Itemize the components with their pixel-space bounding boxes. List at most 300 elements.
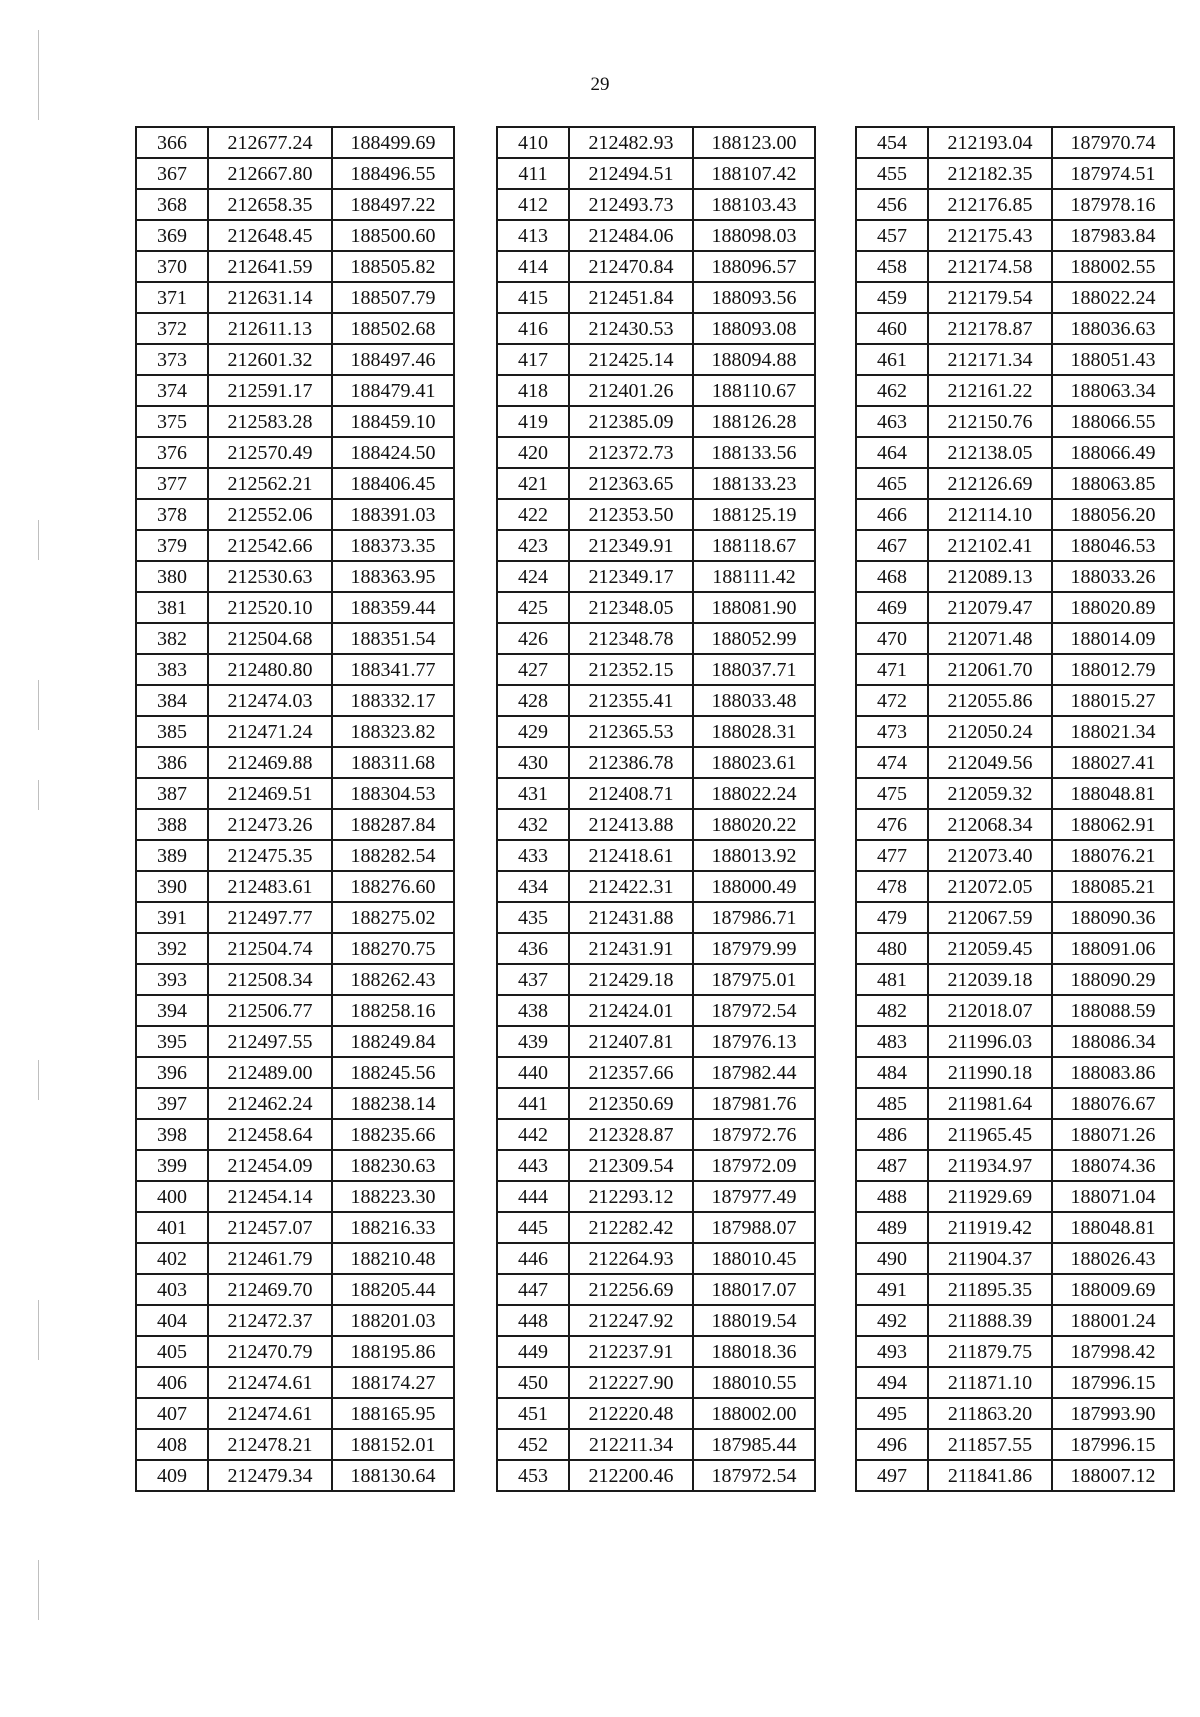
table-row	[856, 344, 1174, 375]
x-coordinate-cell: 212562.21	[208, 468, 332, 499]
y-coordinate-cell: 188090.29	[1052, 964, 1174, 995]
x-coordinate-cell: 212175.43	[928, 220, 1052, 251]
table-row	[856, 933, 1174, 964]
y-coordinate-cell: 188238.14	[332, 1088, 454, 1119]
x-coordinate-cell: 212365.53	[569, 716, 693, 747]
table-row	[856, 189, 1174, 220]
y-coordinate-cell: 188499.69	[332, 127, 454, 158]
point-number-cell: 411	[497, 158, 569, 189]
y-coordinate-cell: 188091.06	[1052, 933, 1174, 964]
point-number-cell: 454	[856, 127, 928, 158]
x-coordinate-cell: 212478.21	[208, 1429, 332, 1460]
x-coordinate-cell: 212068.34	[928, 809, 1052, 840]
point-number-cell: 415	[497, 282, 569, 313]
table-row	[136, 1088, 454, 1119]
y-coordinate-cell: 188496.55	[332, 158, 454, 189]
y-coordinate-cell: 188048.81	[1052, 1212, 1174, 1243]
point-number-cell: 473	[856, 716, 928, 747]
scan-margin-mark	[38, 680, 39, 730]
y-coordinate-cell: 188351.54	[332, 623, 454, 654]
x-coordinate-cell: 212483.61	[208, 871, 332, 902]
y-coordinate-cell: 188046.53	[1052, 530, 1174, 561]
y-coordinate-cell: 188282.54	[332, 840, 454, 871]
y-coordinate-cell: 188063.85	[1052, 468, 1174, 499]
table-row	[856, 1367, 1174, 1398]
point-number-cell: 479	[856, 902, 928, 933]
x-coordinate-cell: 212237.91	[569, 1336, 693, 1367]
y-coordinate-cell: 188048.81	[1052, 778, 1174, 809]
table-row	[136, 871, 454, 902]
point-number-cell: 481	[856, 964, 928, 995]
y-coordinate-cell: 188373.35	[332, 530, 454, 561]
x-coordinate-cell: 212494.51	[569, 158, 693, 189]
table-row	[497, 747, 815, 778]
x-coordinate-cell: 212591.17	[208, 375, 332, 406]
x-coordinate-cell: 212611.13	[208, 313, 332, 344]
table-row	[856, 1119, 1174, 1150]
y-coordinate-cell: 188165.95	[332, 1398, 454, 1429]
x-coordinate-cell: 212089.13	[928, 561, 1052, 592]
x-coordinate-cell: 212126.69	[928, 468, 1052, 499]
point-number-cell: 386	[136, 747, 208, 778]
table-row	[856, 964, 1174, 995]
y-coordinate-cell: 188001.24	[1052, 1305, 1174, 1336]
y-coordinate-cell: 188023.61	[693, 747, 815, 778]
table-row	[136, 716, 454, 747]
point-number-cell: 491	[856, 1274, 928, 1305]
table-row	[136, 623, 454, 654]
x-coordinate-cell: 212211.34	[569, 1429, 693, 1460]
x-coordinate-cell: 212667.80	[208, 158, 332, 189]
x-coordinate-cell: 211895.35	[928, 1274, 1052, 1305]
x-coordinate-cell: 212641.59	[208, 251, 332, 282]
point-number-cell: 441	[497, 1088, 569, 1119]
x-coordinate-cell: 212457.07	[208, 1212, 332, 1243]
point-number-cell: 373	[136, 344, 208, 375]
y-coordinate-cell: 188066.55	[1052, 406, 1174, 437]
table-row	[497, 530, 815, 561]
table-row	[136, 1336, 454, 1367]
x-coordinate-cell: 212470.79	[208, 1336, 332, 1367]
x-coordinate-cell: 212039.18	[928, 964, 1052, 995]
y-coordinate-cell: 188056.20	[1052, 499, 1174, 530]
table-row	[497, 654, 815, 685]
table-row	[856, 251, 1174, 282]
point-number-cell: 375	[136, 406, 208, 437]
y-coordinate-cell: 188216.33	[332, 1212, 454, 1243]
x-coordinate-cell: 212422.31	[569, 871, 693, 902]
point-number-cell: 409	[136, 1460, 208, 1491]
table-row	[497, 964, 815, 995]
table-row	[856, 871, 1174, 902]
x-coordinate-cell: 212484.06	[569, 220, 693, 251]
point-number-cell: 421	[497, 468, 569, 499]
point-number-cell: 457	[856, 220, 928, 251]
table-row	[497, 809, 815, 840]
table-row	[856, 220, 1174, 251]
point-number-cell: 425	[497, 592, 569, 623]
point-number-cell: 482	[856, 995, 928, 1026]
table-row	[856, 1398, 1174, 1429]
table-row	[856, 158, 1174, 189]
x-coordinate-cell: 212174.58	[928, 251, 1052, 282]
table-row	[136, 468, 454, 499]
x-coordinate-cell: 212178.87	[928, 313, 1052, 344]
x-coordinate-cell: 212458.64	[208, 1119, 332, 1150]
y-coordinate-cell: 187979.99	[693, 933, 815, 964]
y-coordinate-cell: 188174.27	[332, 1367, 454, 1398]
x-coordinate-cell: 212182.35	[928, 158, 1052, 189]
y-coordinate-cell: 188103.43	[693, 189, 815, 220]
x-coordinate-cell: 212282.42	[569, 1212, 693, 1243]
point-number-cell: 469	[856, 592, 928, 623]
y-coordinate-cell: 187981.76	[693, 1088, 815, 1119]
table-row	[856, 840, 1174, 871]
x-coordinate-cell: 212497.55	[208, 1026, 332, 1057]
y-coordinate-cell: 188107.42	[693, 158, 815, 189]
y-coordinate-cell: 187986.71	[693, 902, 815, 933]
table-row	[497, 1429, 815, 1460]
y-coordinate-cell: 188152.01	[332, 1429, 454, 1460]
point-number-cell: 371	[136, 282, 208, 313]
table-row	[497, 1305, 815, 1336]
scan-margin-mark	[38, 780, 39, 810]
x-coordinate-cell: 212220.48	[569, 1398, 693, 1429]
point-number-cell: 486	[856, 1119, 928, 1150]
table-row	[497, 623, 815, 654]
point-number-cell: 476	[856, 809, 928, 840]
x-coordinate-cell: 212461.79	[208, 1243, 332, 1274]
x-coordinate-cell: 212474.61	[208, 1398, 332, 1429]
point-number-cell: 442	[497, 1119, 569, 1150]
point-number-cell: 366	[136, 127, 208, 158]
table-row	[136, 654, 454, 685]
table-row	[136, 902, 454, 933]
table-row	[497, 685, 815, 716]
table-row	[497, 778, 815, 809]
x-coordinate-cell: 212067.59	[928, 902, 1052, 933]
table-row	[856, 530, 1174, 561]
x-coordinate-cell: 212530.63	[208, 561, 332, 592]
table-row	[497, 561, 815, 592]
y-coordinate-cell: 188235.66	[332, 1119, 454, 1150]
y-coordinate-cell: 188502.68	[332, 313, 454, 344]
table-row	[136, 375, 454, 406]
y-coordinate-cell: 188497.22	[332, 189, 454, 220]
table-row	[136, 437, 454, 468]
table-row	[497, 1212, 815, 1243]
table-row	[136, 127, 454, 158]
point-number-cell: 448	[497, 1305, 569, 1336]
table-row	[497, 1026, 815, 1057]
table-row	[136, 1274, 454, 1305]
x-coordinate-cell: 212470.84	[569, 251, 693, 282]
x-coordinate-cell: 212071.48	[928, 623, 1052, 654]
y-coordinate-cell: 188505.82	[332, 251, 454, 282]
table-row	[136, 344, 454, 375]
point-number-cell: 399	[136, 1150, 208, 1181]
table-row	[497, 1336, 815, 1367]
table-row	[136, 995, 454, 1026]
point-number-cell: 487	[856, 1150, 928, 1181]
table-row	[856, 1305, 1174, 1336]
table-row	[856, 902, 1174, 933]
x-coordinate-cell: 212469.88	[208, 747, 332, 778]
x-coordinate-cell: 211863.20	[928, 1398, 1052, 1429]
table-row	[856, 623, 1174, 654]
table-row	[136, 1398, 454, 1429]
point-number-cell: 402	[136, 1243, 208, 1274]
point-number-cell: 475	[856, 778, 928, 809]
x-coordinate-cell: 212256.69	[569, 1274, 693, 1305]
table-row	[856, 809, 1174, 840]
y-coordinate-cell: 188088.59	[1052, 995, 1174, 1026]
x-coordinate-cell: 212138.05	[928, 437, 1052, 468]
point-number-cell: 389	[136, 840, 208, 871]
x-coordinate-cell: 212353.50	[569, 499, 693, 530]
table-row	[497, 158, 815, 189]
scan-margin-mark	[38, 520, 39, 560]
point-number-cell: 420	[497, 437, 569, 468]
scan-margin-mark	[38, 1560, 39, 1620]
y-coordinate-cell: 187996.15	[1052, 1429, 1174, 1460]
point-number-cell: 429	[497, 716, 569, 747]
x-coordinate-cell: 212677.24	[208, 127, 332, 158]
y-coordinate-cell: 188021.34	[1052, 716, 1174, 747]
point-number-cell: 396	[136, 1057, 208, 1088]
y-coordinate-cell: 188002.55	[1052, 251, 1174, 282]
y-coordinate-cell: 188406.45	[332, 468, 454, 499]
y-coordinate-cell: 187978.16	[1052, 189, 1174, 220]
table-row	[136, 1212, 454, 1243]
y-coordinate-cell: 187972.54	[693, 995, 815, 1026]
x-coordinate-cell: 212348.05	[569, 592, 693, 623]
point-number-cell: 403	[136, 1274, 208, 1305]
y-coordinate-cell: 188012.79	[1052, 654, 1174, 685]
point-number-cell: 435	[497, 902, 569, 933]
point-number-cell: 470	[856, 623, 928, 654]
point-number-cell: 434	[497, 871, 569, 902]
point-number-cell: 401	[136, 1212, 208, 1243]
x-coordinate-cell: 212171.34	[928, 344, 1052, 375]
table-row	[856, 1181, 1174, 1212]
x-coordinate-cell: 212508.34	[208, 964, 332, 995]
y-coordinate-cell: 188391.03	[332, 499, 454, 530]
y-coordinate-cell: 188028.31	[693, 716, 815, 747]
point-number-cell: 445	[497, 1212, 569, 1243]
table-row	[856, 1460, 1174, 1491]
y-coordinate-cell: 188459.10	[332, 406, 454, 437]
x-coordinate-cell: 212401.26	[569, 375, 693, 406]
table-row	[497, 406, 815, 437]
x-coordinate-cell: 212648.45	[208, 220, 332, 251]
y-coordinate-cell: 188363.95	[332, 561, 454, 592]
point-number-cell: 494	[856, 1367, 928, 1398]
x-coordinate-cell: 212497.77	[208, 902, 332, 933]
table-row	[497, 437, 815, 468]
point-number-cell: 455	[856, 158, 928, 189]
y-coordinate-cell: 188071.26	[1052, 1119, 1174, 1150]
table-row	[136, 406, 454, 437]
x-coordinate-cell: 212349.17	[569, 561, 693, 592]
table-row	[497, 251, 815, 282]
table-row	[856, 1026, 1174, 1057]
point-number-cell: 413	[497, 220, 569, 251]
y-coordinate-cell: 188010.55	[693, 1367, 815, 1398]
y-coordinate-cell: 187982.44	[693, 1057, 815, 1088]
y-coordinate-cell: 188033.26	[1052, 561, 1174, 592]
point-number-cell: 379	[136, 530, 208, 561]
point-number-cell: 489	[856, 1212, 928, 1243]
table-row	[497, 1460, 815, 1491]
y-coordinate-cell: 188066.49	[1052, 437, 1174, 468]
y-coordinate-cell: 188076.67	[1052, 1088, 1174, 1119]
point-number-cell: 447	[497, 1274, 569, 1305]
table-row	[856, 654, 1174, 685]
point-number-cell: 477	[856, 840, 928, 871]
x-coordinate-cell: 212247.92	[569, 1305, 693, 1336]
x-coordinate-cell: 212059.32	[928, 778, 1052, 809]
point-number-cell: 453	[497, 1460, 569, 1491]
y-coordinate-cell: 188258.16	[332, 995, 454, 1026]
point-number-cell: 471	[856, 654, 928, 685]
table-row	[136, 1119, 454, 1150]
x-coordinate-cell: 212179.54	[928, 282, 1052, 313]
point-number-cell: 412	[497, 189, 569, 220]
x-coordinate-cell: 212264.93	[569, 1243, 693, 1274]
point-number-cell: 383	[136, 654, 208, 685]
table-row	[497, 902, 815, 933]
table-row	[856, 468, 1174, 499]
y-coordinate-cell: 188027.41	[1052, 747, 1174, 778]
y-coordinate-cell: 188022.24	[693, 778, 815, 809]
y-coordinate-cell: 188123.00	[693, 127, 815, 158]
y-coordinate-cell: 188311.68	[332, 747, 454, 778]
x-coordinate-cell: 212542.66	[208, 530, 332, 561]
table-row	[497, 1398, 815, 1429]
x-coordinate-cell: 212114.10	[928, 499, 1052, 530]
table-row	[497, 1150, 815, 1181]
y-coordinate-cell: 188019.54	[693, 1305, 815, 1336]
y-coordinate-cell: 188245.56	[332, 1057, 454, 1088]
point-number-cell: 391	[136, 902, 208, 933]
x-coordinate-cell: 212431.88	[569, 902, 693, 933]
table-row	[497, 220, 815, 251]
table-row	[136, 561, 454, 592]
x-coordinate-cell: 211981.64	[928, 1088, 1052, 1119]
point-number-cell: 493	[856, 1336, 928, 1367]
x-coordinate-cell: 211934.97	[928, 1150, 1052, 1181]
x-coordinate-cell: 212061.70	[928, 654, 1052, 685]
point-number-cell: 460	[856, 313, 928, 344]
point-number-cell: 398	[136, 1119, 208, 1150]
y-coordinate-cell: 188000.49	[693, 871, 815, 902]
table-row	[497, 468, 815, 499]
x-coordinate-cell: 212328.87	[569, 1119, 693, 1150]
table-row	[497, 871, 815, 902]
x-coordinate-cell: 212349.91	[569, 530, 693, 561]
y-coordinate-cell: 187974.51	[1052, 158, 1174, 189]
x-coordinate-cell: 212473.26	[208, 809, 332, 840]
table-row	[497, 375, 815, 406]
table-row	[856, 1057, 1174, 1088]
table-row	[497, 1367, 815, 1398]
x-coordinate-cell: 212407.81	[569, 1026, 693, 1057]
table-row	[136, 1367, 454, 1398]
table-row	[497, 499, 815, 530]
point-number-cell: 466	[856, 499, 928, 530]
point-number-cell: 387	[136, 778, 208, 809]
table-row	[497, 1274, 815, 1305]
x-coordinate-cell: 212431.91	[569, 933, 693, 964]
y-coordinate-cell: 188026.43	[1052, 1243, 1174, 1274]
y-coordinate-cell: 187983.84	[1052, 220, 1174, 251]
y-coordinate-cell: 188341.77	[332, 654, 454, 685]
table-row	[856, 1243, 1174, 1274]
y-coordinate-cell: 188201.03	[332, 1305, 454, 1336]
x-coordinate-cell: 212472.37	[208, 1305, 332, 1336]
x-coordinate-cell: 212631.14	[208, 282, 332, 313]
x-coordinate-cell: 212050.24	[928, 716, 1052, 747]
table-row	[856, 561, 1174, 592]
point-number-cell: 438	[497, 995, 569, 1026]
x-coordinate-cell: 212475.35	[208, 840, 332, 871]
x-coordinate-cell: 212059.45	[928, 933, 1052, 964]
y-coordinate-cell: 188275.02	[332, 902, 454, 933]
y-coordinate-cell: 187988.07	[693, 1212, 815, 1243]
y-coordinate-cell: 188071.04	[1052, 1181, 1174, 1212]
table-row	[497, 716, 815, 747]
point-number-cell: 478	[856, 871, 928, 902]
point-number-cell: 380	[136, 561, 208, 592]
point-number-cell: 456	[856, 189, 928, 220]
point-number-cell: 463	[856, 406, 928, 437]
point-number-cell: 426	[497, 623, 569, 654]
table-row	[856, 1274, 1174, 1305]
table-row	[497, 344, 815, 375]
x-coordinate-cell: 211965.45	[928, 1119, 1052, 1150]
point-number-cell: 408	[136, 1429, 208, 1460]
point-number-cell: 446	[497, 1243, 569, 1274]
x-coordinate-cell: 212583.28	[208, 406, 332, 437]
point-number-cell: 369	[136, 220, 208, 251]
y-coordinate-cell: 187985.44	[693, 1429, 815, 1460]
y-coordinate-cell: 188036.63	[1052, 313, 1174, 344]
x-coordinate-cell: 212552.06	[208, 499, 332, 530]
y-coordinate-cell: 187993.90	[1052, 1398, 1174, 1429]
y-coordinate-cell: 187977.49	[693, 1181, 815, 1212]
point-number-cell: 424	[497, 561, 569, 592]
y-coordinate-cell: 188210.48	[332, 1243, 454, 1274]
table-row	[497, 127, 815, 158]
point-number-cell: 407	[136, 1398, 208, 1429]
table-row	[136, 530, 454, 561]
x-coordinate-cell: 212425.14	[569, 344, 693, 375]
point-number-cell: 484	[856, 1057, 928, 1088]
x-coordinate-cell: 212469.51	[208, 778, 332, 809]
y-coordinate-cell: 188110.67	[693, 375, 815, 406]
y-coordinate-cell: 188270.75	[332, 933, 454, 964]
table-row	[136, 1429, 454, 1460]
scan-margin-mark	[38, 30, 39, 120]
y-coordinate-cell: 188085.21	[1052, 871, 1174, 902]
point-number-cell: 388	[136, 809, 208, 840]
table-row	[497, 1057, 815, 1088]
y-coordinate-cell: 187972.09	[693, 1150, 815, 1181]
y-coordinate-cell: 188074.36	[1052, 1150, 1174, 1181]
x-coordinate-cell: 212489.00	[208, 1057, 332, 1088]
point-number-cell: 367	[136, 158, 208, 189]
